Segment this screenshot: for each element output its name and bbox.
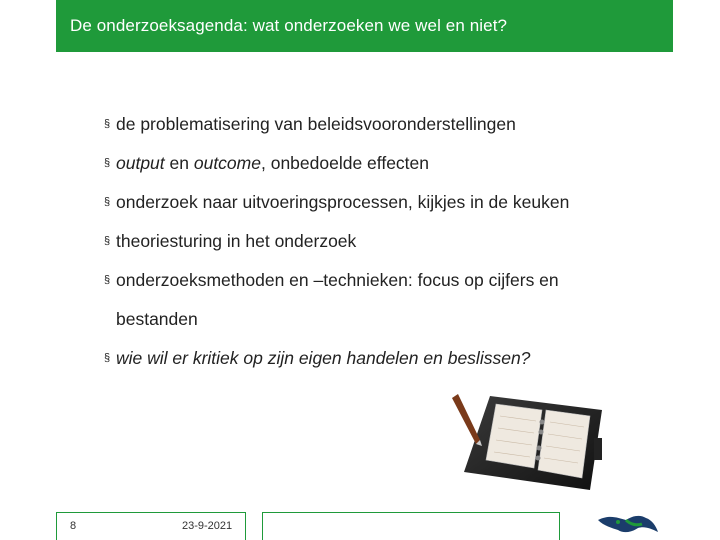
footer-right-frame <box>262 512 560 540</box>
bullet-text: onderzoeksmethoden en –technieken: focus op cijfers en <box>116 270 559 290</box>
bullet-mark: § <box>104 352 111 364</box>
footer-date: 23-9-2021 <box>182 520 233 532</box>
bullet-list <box>104 112 664 385</box>
bullet-continuation <box>104 292 664 331</box>
bullet-text: bestanden <box>116 309 198 329</box>
bullet-text-italic: outcome <box>193 153 261 173</box>
agenda-planner-image <box>450 388 610 498</box>
bullet-mark: § <box>104 157 111 169</box>
page-number: 8 <box>70 520 77 532</box>
bullet-text: wie wil er kritiek op zijn eigen handelen en beslissen? <box>116 348 531 368</box>
bullet-mark: § <box>104 274 111 286</box>
title-bar <box>56 0 673 52</box>
bullet-text: en <box>164 153 194 173</box>
bullet-text: , onbedoelde effecten <box>260 153 430 173</box>
bullet-text-italic: output <box>116 153 165 173</box>
bullet-item <box>104 268 664 292</box>
bird-logo-icon <box>596 510 660 536</box>
bullet-item <box>104 151 664 175</box>
bullet-mark: § <box>104 118 111 130</box>
bullet-mark: § <box>104 196 111 208</box>
bullet-mark: § <box>104 235 111 247</box>
bullet-text: theoriesturing in het onderzoek <box>116 231 357 251</box>
bullet-text: de problematisering van beleidsvooronderstellingen <box>116 114 516 134</box>
bullet-item <box>104 190 664 214</box>
bullet-item <box>104 346 664 370</box>
bullet-text: onderzoek naar uitvoeringsprocessen, kijkjes in de keuken <box>116 192 570 212</box>
bullet-item <box>104 112 664 136</box>
bullet-item <box>104 229 664 253</box>
slide-title: De onderzoeksagenda: wat onderzoeken we wel en niet? <box>70 16 508 35</box>
